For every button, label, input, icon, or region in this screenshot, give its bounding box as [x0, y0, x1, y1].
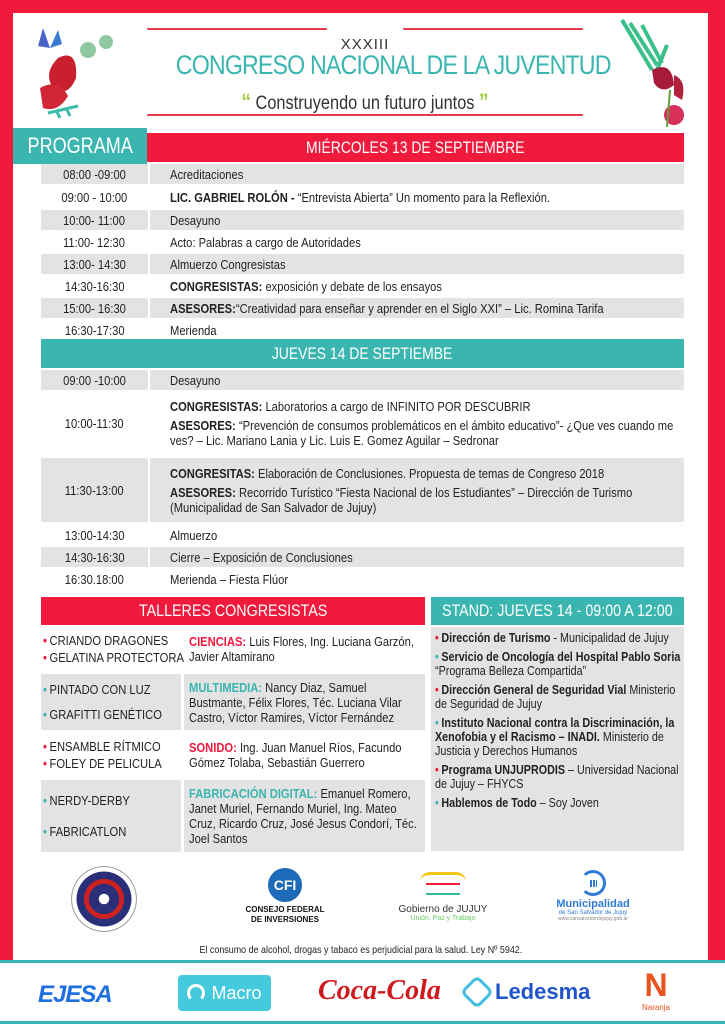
coca-cola-logo: Coca-Cola	[318, 975, 441, 1006]
schedule-row	[41, 392, 684, 454]
stand-item: • Instituto Nacional contra la Discriminación, la Xenofobia y el Racismo – INADI. Ministerio de Justicia y Derechos Humanos	[435, 716, 675, 758]
schedule-row	[41, 370, 684, 390]
row-time: 16:30.18:00	[64, 571, 125, 587]
workshop-names: • NERDY-DERBY • FABRICATLON	[41, 780, 181, 852]
row-time: 10:00- 11:00	[41, 210, 148, 230]
workshop-group	[41, 674, 425, 730]
health-warning: El consumo de alcohol, drogas y tabaco es perjudicial para la salud. Ley Nº 5942.	[199, 944, 522, 956]
workshop-instructors: SONIDO: Ing. Juan Manuel Ríos, Facundo Gómez Tolaba, Sebastián Guerrero	[189, 740, 402, 770]
bullet-icon: •	[43, 756, 47, 771]
schedule-row	[41, 186, 684, 208]
stand-item: • Hablemos de Todo – Soy Joven	[435, 796, 599, 810]
day2-heading: JUEVES 14 DE SEPTIEMBE	[41, 339, 684, 368]
schedule-row	[41, 458, 684, 522]
workshop-instructors: MULTIMEDIA: Nancy Diaz, Samuel Bustmante, Félix Flores, Téc. Luciana Vilar Castro, Víctor Ramires, Víctor Fernández	[184, 674, 425, 730]
row-time: 09:00 - 10:00	[61, 189, 128, 205]
workshop-names: • PINTADO CON LUZ • GRAFITTI GENÉTICO	[41, 674, 181, 730]
schedule-row	[41, 547, 684, 567]
schedule-row	[41, 298, 684, 318]
sponsor-bar	[0, 960, 725, 1024]
row-activity: CONGRESISTAS: Laboratorios a cargo de INFINITO POR DESCUBRIR ASESORES: “Prevención de consumos problemáticos en el ámbito educativo”- ¿Que ves cuando me ves? – Lic. Mariano Lania y Lic. Luis E. Gomez Aguilar – Sedronar	[170, 398, 674, 448]
row-activity: Merienda	[170, 322, 217, 338]
bullet-icon: •	[43, 824, 47, 839]
schedule-row	[41, 210, 684, 230]
stand-item: • Servicio de Oncología del Hospital Pablo Soria “Programa Belleza Compartida”	[435, 650, 681, 678]
open-quote: “	[241, 89, 251, 114]
row-time: 14:30-16:30	[64, 278, 125, 294]
day1-schedule	[41, 164, 684, 340]
bullet-icon: •	[43, 682, 47, 697]
header-rule-bottom	[147, 114, 583, 116]
handshake-icon	[420, 872, 466, 900]
row-time: 13:00- 14:30	[41, 254, 148, 274]
schedule-row	[41, 569, 684, 589]
cfi-logo: CFI CONSEJO FEDERAL DE INVERSIONES	[235, 868, 335, 925]
ledesma-icon	[460, 975, 494, 1009]
grid-icon	[580, 870, 606, 896]
header-rule-left	[147, 28, 327, 30]
talleres-list	[41, 627, 425, 855]
bullet-icon: •	[43, 739, 47, 754]
row-activity: LIC. GABRIEL ROLÓN - “Entrevista Abierta” Un momento para la Reflexión.	[170, 189, 551, 205]
ejesa-logo: EJESA	[38, 981, 112, 1008]
row-activity: Cierre – Exposición de Conclusiones	[150, 547, 684, 567]
stand-item: • Programa UNJUPRODIS – Universidad Nacional de Jujuy – FHYCS	[435, 763, 679, 791]
row-time: 13:00-14:30	[64, 527, 125, 543]
bullet-icon: •	[43, 707, 47, 722]
organizer-logos	[13, 860, 708, 940]
bullet-icon: •	[43, 793, 47, 808]
row-time: 11:30-13:00	[41, 458, 148, 522]
workshop-instructors: CIENCIAS: Luis Flores, Ing. Luciana Garzón, Javier Altamirano	[189, 634, 414, 664]
stand-heading: STAND: JUEVES 14 - 09:00 A 12:00	[431, 597, 684, 625]
row-activity: CONGRESISTAS: exposición y debate de los ensayos	[170, 278, 442, 294]
row-time: 09:00 -10:00	[41, 370, 148, 390]
programa-label: • PROGRAMA	[13, 128, 147, 164]
workshop-group	[41, 733, 425, 777]
close-quote: ”	[479, 89, 489, 114]
workshop-group	[41, 627, 425, 671]
bullet-icon: •	[435, 763, 439, 777]
event-slogan	[176, 89, 554, 115]
row-activity: CONGRESITAS: Elaboración de Conclusiones. Propuesta de temas de Congreso 2018 ASESORES: Recorrido Turístico “Fiesta Nacional de los Estudiantes” – Dirección de Turismo (Municipalidad de San Salvador de Jujuy)	[150, 458, 684, 522]
bullet-icon: •	[43, 633, 47, 648]
schedule-row	[41, 254, 684, 274]
edition-number: XXXIII	[340, 36, 390, 53]
bullet-icon: •	[435, 631, 439, 645]
dot-icon: •	[6, 137, 12, 154]
row-time: 14:30-16:30	[41, 547, 148, 567]
row-time: 11:00- 12:30	[63, 234, 126, 250]
schedule-row	[41, 276, 684, 296]
workshop-group	[41, 780, 425, 852]
row-activity: Desayuno	[150, 210, 684, 230]
bullet-icon: •	[435, 796, 439, 810]
row-activity: ASESORES:“Creatividad para enseñar y aprender en el Siglo XXI” – Lic. Romina Tarifa	[150, 298, 684, 318]
bullet-icon: •	[435, 683, 439, 697]
bullet-icon: •	[435, 650, 439, 664]
stand-item: • Dirección de Turismo - Municipalidad de Jujuy	[435, 631, 669, 645]
workshop-names: • CRIANDO DRAGONES • GELATINA PROTECTORA	[43, 633, 184, 665]
flower-illustration-left	[28, 18, 123, 123]
macro-icon	[187, 984, 205, 1002]
gobierno-jujuy-logo: Gobierno de JUJUY Unión, Paz y Trabajo	[393, 872, 493, 922]
schedule-row	[41, 164, 684, 184]
row-time: 10:00-11:30	[65, 415, 124, 431]
workshop-names: • ENSAMBLE RÍTMICO • FOLEY DE PELICULA	[43, 739, 162, 771]
schedule-row	[41, 525, 684, 545]
row-activity: Merienda – Fiesta Flúor	[170, 571, 289, 587]
schedule-row	[41, 232, 684, 252]
bullet-icon: •	[43, 650, 47, 665]
event-title: CONGRESO NACIONAL DE LA JUVENTUD	[175, 50, 611, 80]
macro-logo: Macro	[178, 975, 271, 1011]
row-time: 08:00 -09:00	[41, 164, 148, 184]
row-activity: Almuerzo	[170, 527, 218, 543]
naranja-logo: N Naranja	[641, 967, 670, 1012]
workshop-instructors: FABRICACIÓN DIGITAL: Emanuel Romero, Janet Muriel, Fernando Muriel, Ing. Mateo Cruz, Ricardo Cruz, José Jesus Condorí, Téc. Joel Santos	[184, 780, 425, 852]
day1-heading: MIÉRCOLES 13 DE SEPTIEMBRE	[147, 133, 684, 162]
stand-item: • Dirección General de Seguridad Vial Ministerio de Seguridad de Jujuy	[435, 683, 676, 711]
slogan-text: Construyendo un futuro juntos	[255, 93, 475, 114]
row-activity: Acreditaciones	[150, 164, 684, 184]
flower-illustration-right	[612, 15, 692, 130]
municipalidad-logo: Municipalidad de San Salvador de Jujuy www.sansalvadordejujuy.gob.ar	[543, 870, 643, 922]
row-time: 16:30-17:30	[64, 322, 125, 338]
stand-list	[431, 627, 684, 851]
row-activity: Almuerzo Congresistas	[150, 254, 684, 274]
row-activity: Acto: Palabras a cargo de Autoridades	[170, 234, 361, 250]
header-rule-right	[403, 28, 583, 30]
schedule-row	[41, 320, 684, 340]
day2-schedule	[41, 370, 684, 589]
fiesta-estudiantes-logo	[69, 864, 139, 934]
row-activity: Desayuno	[150, 370, 684, 390]
row-time: 15:00- 16:30	[41, 298, 148, 318]
talleres-heading: TALLERES CONGRESISTAS	[41, 597, 425, 625]
bullet-icon: •	[435, 716, 439, 730]
ledesma-logo: Ledesma	[465, 979, 590, 1005]
